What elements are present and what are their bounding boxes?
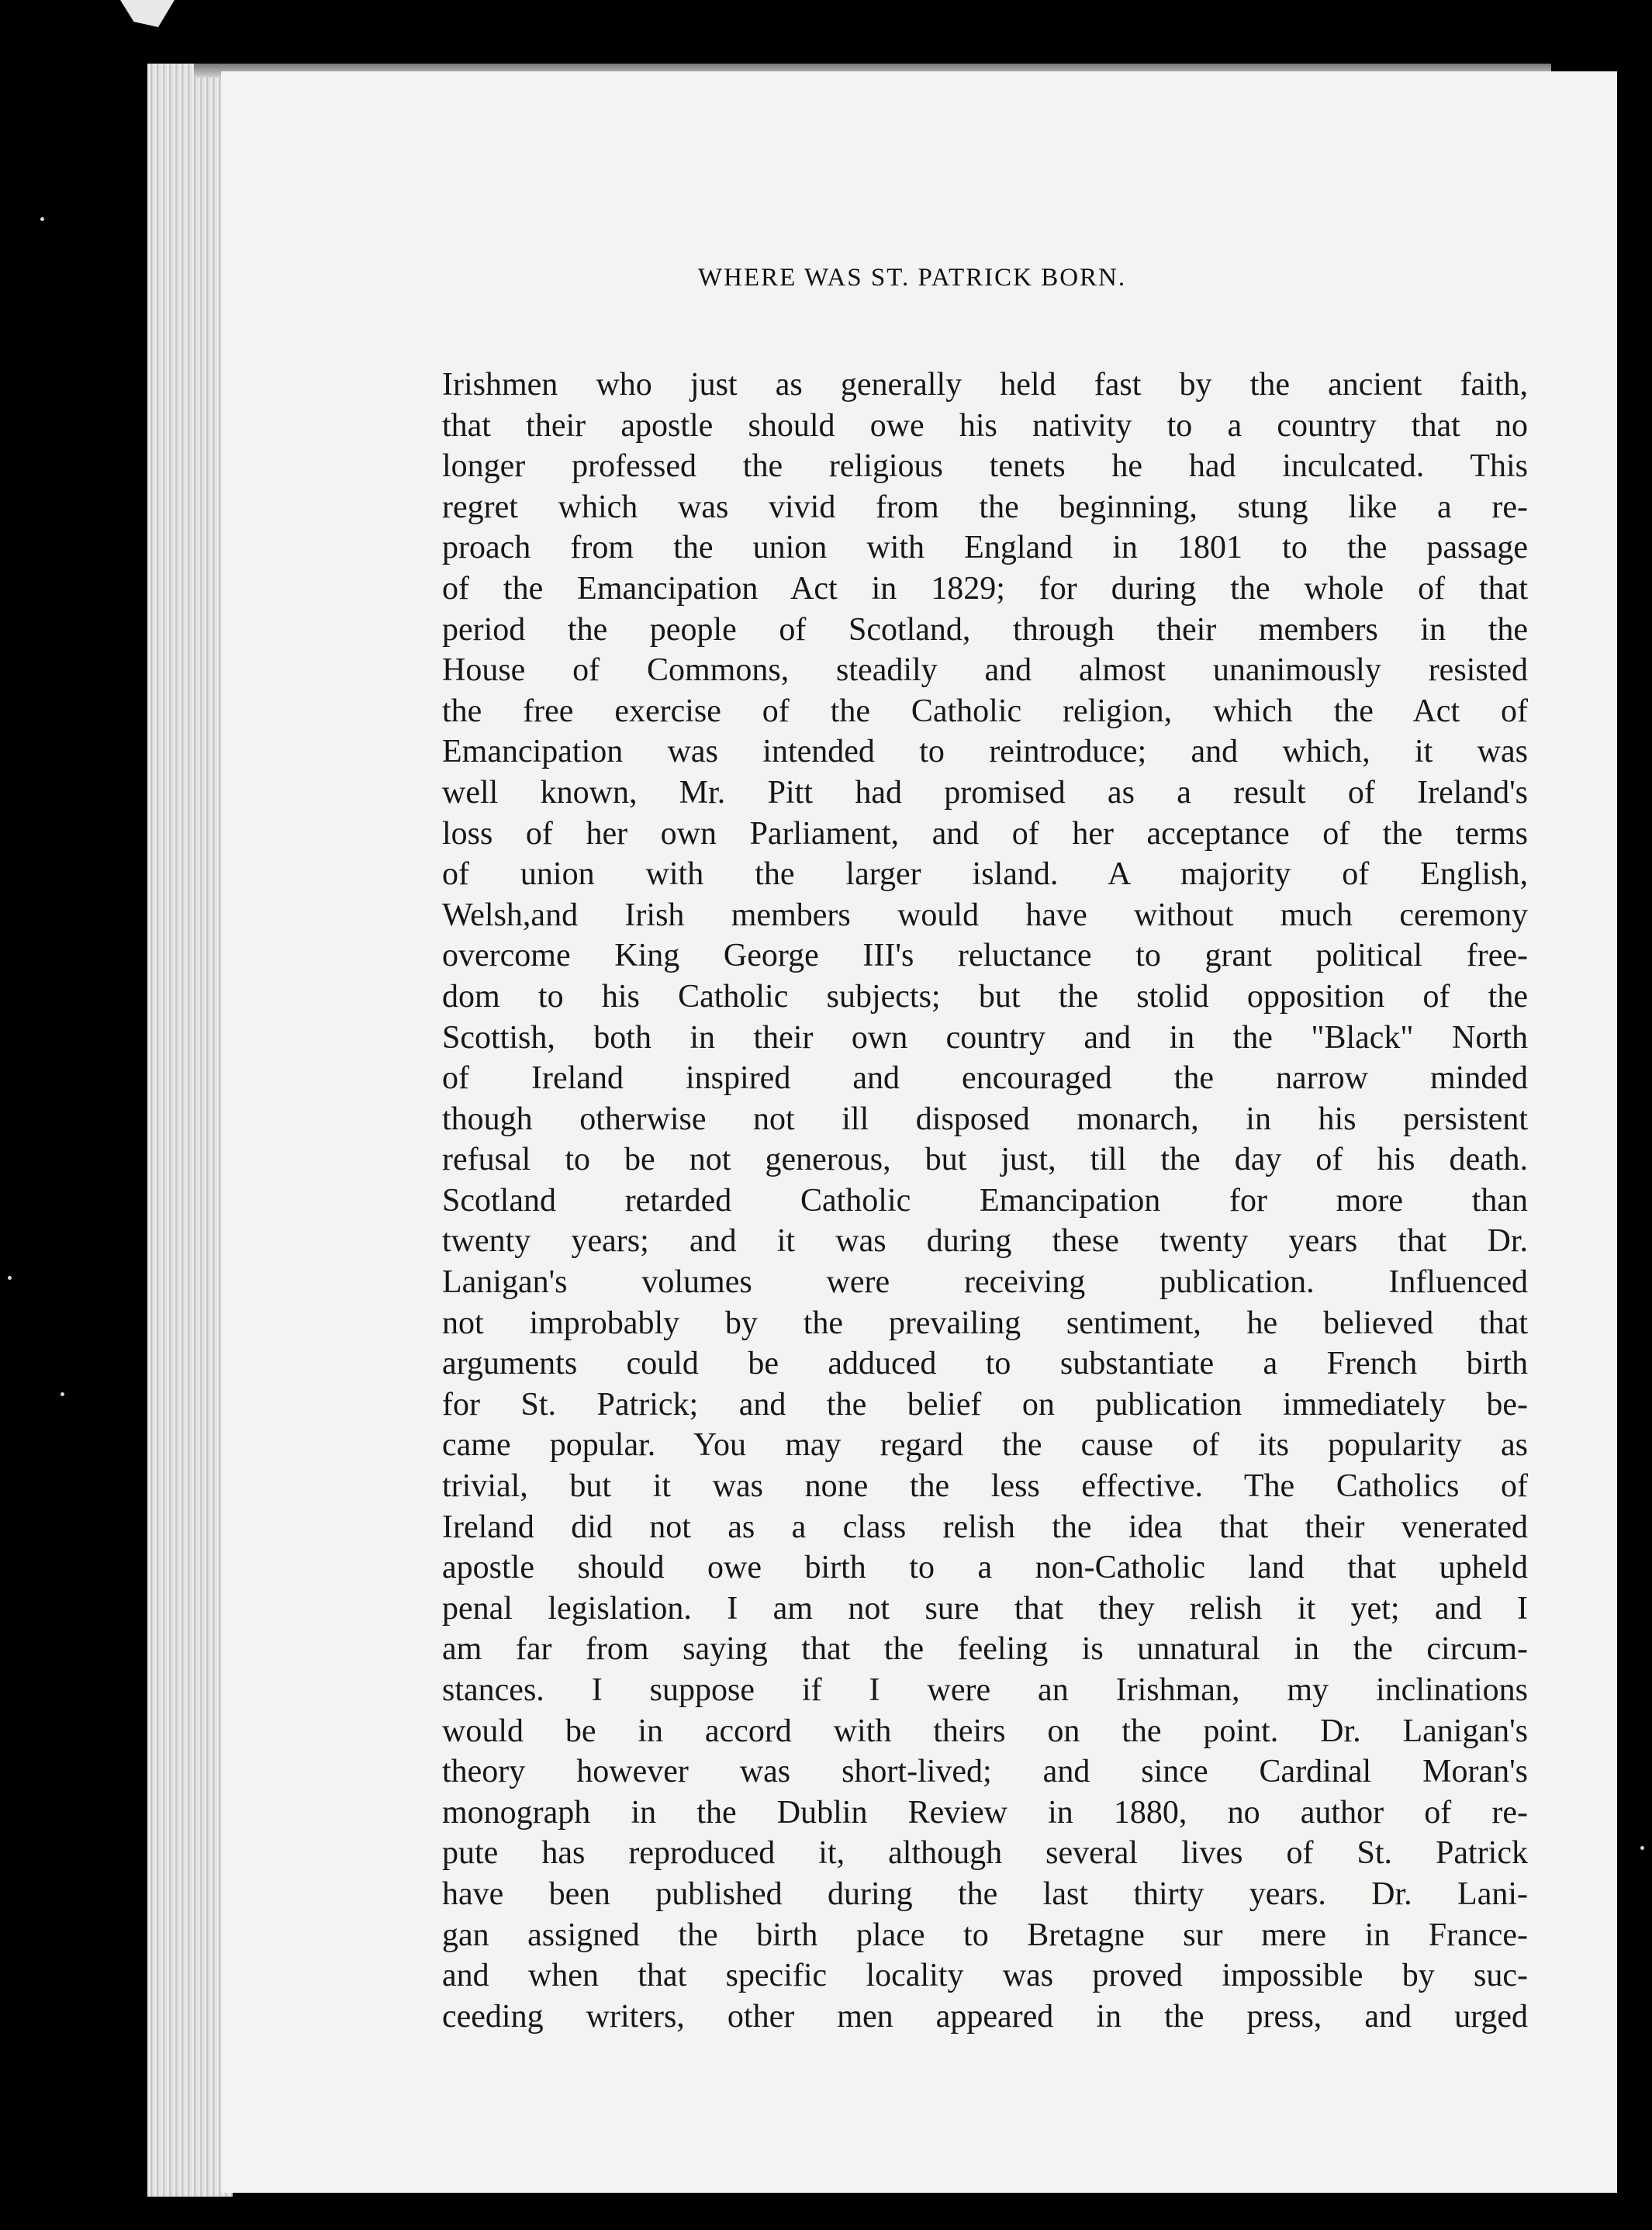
text-line: period the people of Scotland, through their members in the xyxy=(442,611,1528,648)
text-line: gan assigned the birth place to Bretagne sur mere in France- xyxy=(442,1917,1528,1953)
text-line: ceeding writers, other men appeared in the press, and urged xyxy=(442,1998,1528,2035)
running-head: WHERE WAS ST. PATRICK BORN. xyxy=(698,264,1127,292)
body-text xyxy=(442,365,1528,2037)
text-line: trivial, but it was none the less effective. The Catholics of xyxy=(442,1468,1528,1505)
text-line: have been published during the last thirty years. Dr. Lani- xyxy=(442,1876,1528,1912)
text-line: apostle should owe birth to a non-Catholic land that upheld xyxy=(442,1550,1528,1586)
text-line: though otherwise not ill disposed monarch, in his persistent xyxy=(442,1101,1528,1137)
scan-speck xyxy=(1640,1846,1644,1850)
scan-speck xyxy=(8,1276,12,1280)
text-line: of the Emancipation Act in 1829; for during the whole of that xyxy=(442,570,1528,607)
text-line: refusal to be not generous, but just, till the day of his death. xyxy=(442,1142,1528,1178)
book-page-edges xyxy=(147,64,233,2197)
text-line: well known, Mr. Pitt had promised as a result of Ireland's xyxy=(442,774,1528,811)
text-line: would be in accord with theirs on the point. Dr. Lanigan's xyxy=(442,1713,1528,1749)
scan-corner-artifact xyxy=(120,0,175,27)
text-line: Scotland retarded Catholic Emancipation for more than xyxy=(442,1182,1528,1219)
text-line: of union with the larger island. A majority of English, xyxy=(442,856,1528,893)
text-line: proach from the union with England in 1801 to the passage xyxy=(442,530,1528,566)
text-line: penal legislation. I am not sure that they relish it yet; and I xyxy=(442,1590,1528,1627)
scan-speck xyxy=(40,217,44,221)
text-line: of Ireland inspired and encouraged the narrow minded xyxy=(442,1060,1528,1097)
text-line: am far from saying that the feeling is unnatural in the circum- xyxy=(442,1631,1528,1668)
text-line: Ireland did not as a class relish the idea that their venerated xyxy=(442,1509,1528,1545)
text-line: Lanigan's volumes were receiving publication. Influenced xyxy=(442,1264,1528,1301)
text-line: for St. Patrick; and the belief on publication immediately be- xyxy=(442,1386,1528,1423)
text-line: longer professed the religious tenets he had inculcated. This xyxy=(442,448,1528,485)
text-line: pute has reproduced it, although several lives of St. Patrick xyxy=(442,1835,1528,1872)
text-line: and when that specific locality was proved impossible by suc- xyxy=(442,1958,1528,1994)
text-line: Welsh,and Irish members would have without much ceremony xyxy=(442,897,1528,933)
text-line: stances. I suppose if I were an Irishman, my inclinations xyxy=(442,1672,1528,1708)
text-line: came popular. You may regard the cause of its popularity as xyxy=(442,1427,1528,1464)
text-line: House of Commons, steadily and almost unanimously resisted xyxy=(442,652,1528,689)
scan-speck xyxy=(60,1392,64,1396)
text-line: monograph in the Dublin Review in 1880, no author of re- xyxy=(442,1794,1528,1831)
text-line: the free exercise of the Catholic religion, which the Act of xyxy=(442,693,1528,729)
text-line: Emancipation was intended to reintroduce; and which, it was xyxy=(442,734,1528,770)
text-line: twenty years; and it was during these twenty years that Dr. xyxy=(442,1223,1528,1260)
text-line: that their apostle should owe his nativity to a country that no xyxy=(442,407,1528,444)
text-line: theory however was short-lived; and since Cardinal Moran's xyxy=(442,1754,1528,1790)
text-line: not improbably by the prevailing sentiment, he believed that xyxy=(442,1305,1528,1341)
text-line: Irishmen who just as generally held fast by the ancient faith, xyxy=(442,367,1528,403)
text-line: arguments could be adduced to substantiate a French birth xyxy=(442,1346,1528,1382)
text-line: overcome King George III's reluctance to grant political free- xyxy=(442,938,1528,974)
text-line: Scottish, both in their own country and in the "Black" North xyxy=(442,1019,1528,1056)
text-line: regret which was vivid from the beginning, stung like a re- xyxy=(442,489,1528,525)
text-line: loss of her own Parliament, and of her acceptance of the terms xyxy=(442,815,1528,852)
text-line: dom to his Catholic subjects; but the stolid opposition of the xyxy=(442,978,1528,1015)
